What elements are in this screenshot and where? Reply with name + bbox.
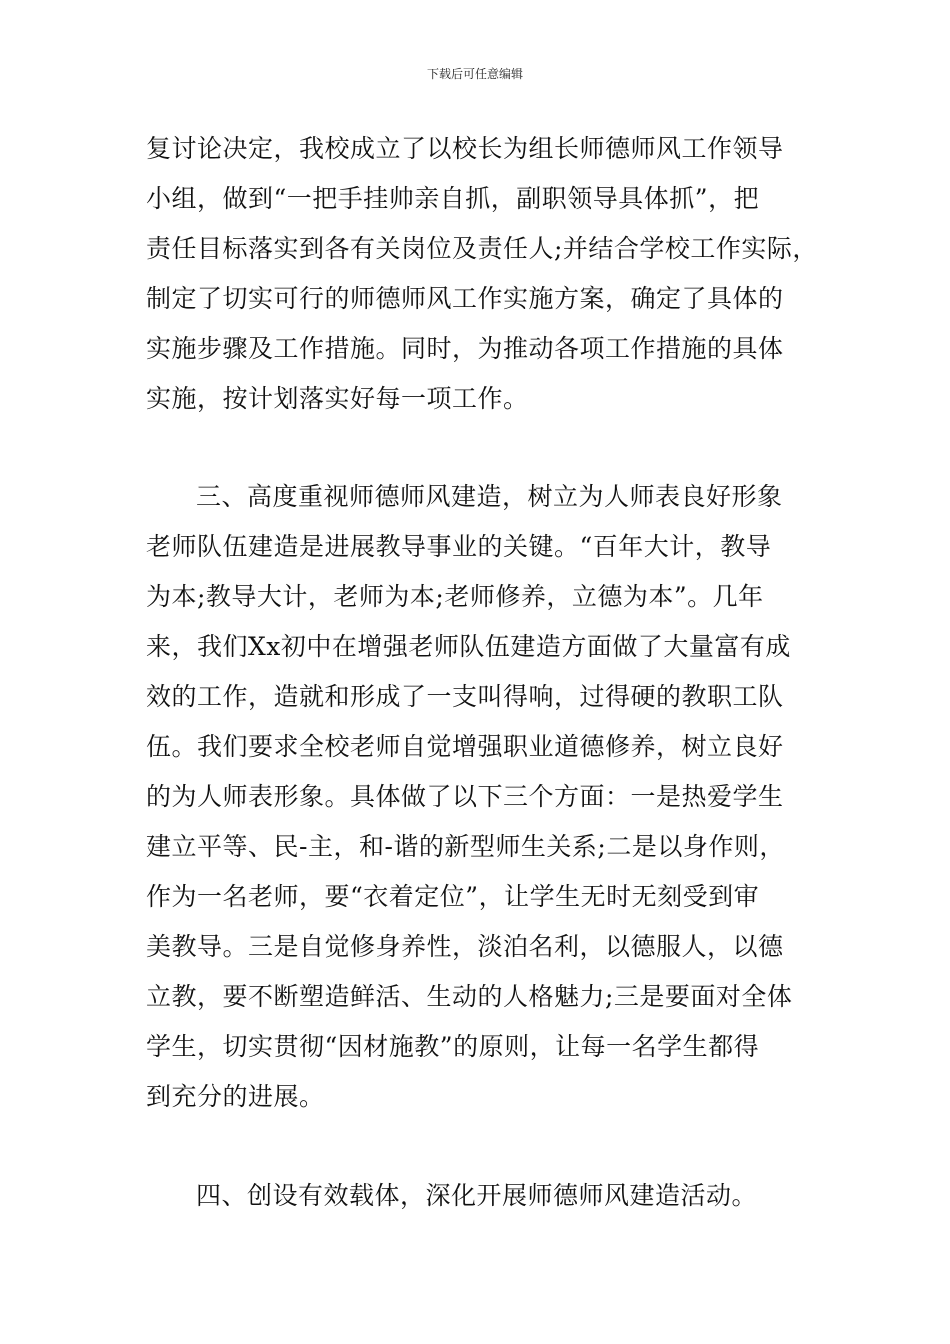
- paragraph-line: 制定了切实可行的师德师风工作实施方案，确定了具体的: [146, 284, 784, 313]
- paragraph-line: 来，我们Xx初中在增强老师队伍建造方面做了大量富有成: [146, 632, 791, 661]
- paragraph-line: 实施，按计划落实好每一项工作。: [146, 384, 529, 413]
- paragraph-line: 为本;教导大计，老师为本;老师修养，立德为本”。几年: [146, 582, 764, 611]
- paragraph-line: 立教，要不断塑造鲜活、生动的人格魅力;三是要面对全体: [146, 982, 793, 1011]
- paragraph-line: 小组，做到“一把手挂帅亲自抓，副职领导具体抓”，把: [146, 184, 760, 213]
- paragraph-line: 的为人师表形象。具体做了以下三个方面：一是热爱学生: [146, 782, 784, 811]
- paragraph-line: 实施步骤及工作措施。同时，为推动各项工作措施的具体: [146, 334, 784, 363]
- paragraph-2: [146, 472, 836, 1122]
- section-heading-4: 四、创设有效载体，深化开展师德师风建造活动。: [196, 1181, 758, 1210]
- paragraph-line: 作为一名老师，要“衣着定位”，让学生无时无刻受到审: [146, 882, 760, 911]
- paragraph-line: 效的工作，造就和形成了一支叫得响，过得硬的教职工队: [146, 682, 784, 711]
- paragraph-line: 复讨论决定，我校成立了以校长为组长师德师风工作领导: [146, 134, 784, 163]
- paragraph-line: 伍。我们要求全校老师自觉增强职业道德修养，树立良好: [146, 732, 784, 761]
- paragraph-line: 美教导。三是自觉修身养性，淡泊名利，以德服人，以德: [146, 932, 784, 961]
- paragraph-line: 责任目标落实到各有关岗位及责任人;并结合学校工作实际，: [146, 234, 818, 263]
- paragraph-line: 学生，切实贯彻“因材施教”的原则，让每一名学生都得: [146, 1032, 760, 1061]
- page-header: 下载后可任意编辑: [426, 67, 523, 81]
- paragraph-line: 到充分的进展。: [146, 1082, 325, 1111]
- paragraph-line: 老师队伍建造是进展教导事业的关键。“百年大计，教导: [146, 532, 772, 561]
- paragraph-3: [146, 1171, 836, 1221]
- section-heading-3: 三、高度重视师德师风建造，树立为人师表良好形象: [196, 482, 783, 511]
- paragraph-1: [146, 124, 836, 424]
- paragraph-line: 建立平等、民-主，和-谐的新型师生关系;二是以身作则，: [146, 832, 785, 861]
